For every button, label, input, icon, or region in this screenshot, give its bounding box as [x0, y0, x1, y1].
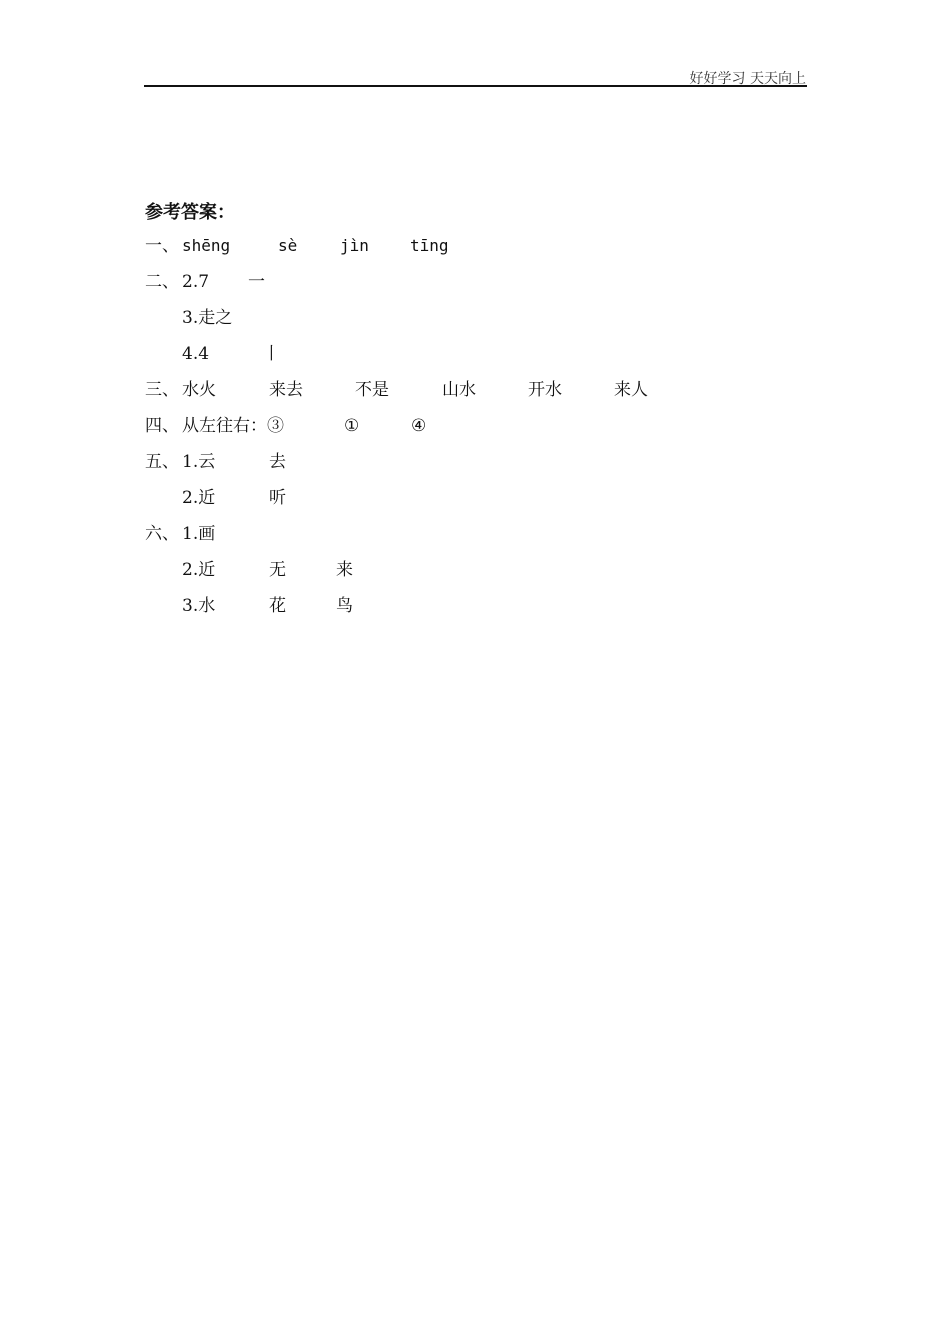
answer-item: 1.云	[182, 452, 216, 472]
answer-item: jìn	[340, 236, 369, 255]
answer-row-6	[145, 408, 805, 444]
answer-item: 2.7	[182, 272, 210, 292]
answer-row-11	[145, 588, 805, 624]
section-number-1: 一、	[145, 236, 179, 256]
answer-row-1	[145, 228, 805, 264]
answer-item: 不是	[355, 380, 389, 400]
answer-row-3	[145, 300, 805, 336]
answer-item: 水火	[182, 380, 216, 400]
answer-item: sè	[278, 236, 298, 255]
answer-row-4	[145, 336, 805, 372]
section-number-5: 五、	[145, 452, 179, 472]
answer-item: 来去	[269, 380, 303, 400]
answer-item: 2.近	[182, 560, 216, 580]
section-number-4: 四、	[145, 416, 179, 436]
answer-item: 无	[269, 560, 286, 580]
answer-row-9	[145, 516, 805, 552]
answer-item: 山水	[442, 380, 476, 400]
answer-row-8	[145, 480, 805, 516]
answer-item: 来	[336, 560, 353, 580]
answer-row-5	[145, 372, 805, 408]
answer-item: 听	[269, 488, 286, 508]
answer-item: 3.水	[182, 596, 216, 616]
section-number-6: 六、	[145, 524, 179, 544]
answer-row-10	[145, 552, 805, 588]
answer-item: 一	[248, 272, 265, 292]
answer-item: 鸟	[336, 596, 353, 616]
answer-item: ①	[344, 416, 360, 436]
answer-item: 从左往右：③	[182, 416, 284, 436]
answer-item: 去	[269, 452, 286, 472]
section-number-2: 二、	[145, 272, 179, 292]
answer-item: 3.走之	[182, 308, 233, 328]
answer-item: ④	[411, 416, 427, 436]
answer-item: 4.4	[182, 344, 210, 364]
answer-row-7	[145, 444, 805, 480]
answer-item: 来人	[614, 380, 648, 400]
answer-item: 1.画	[182, 524, 216, 544]
answer-item: shēng	[182, 236, 231, 255]
answer-row-2	[145, 264, 805, 300]
answer-item: 花	[269, 596, 286, 616]
header-rule	[144, 85, 807, 87]
answer-item: 丨	[263, 344, 280, 364]
answer-item: 2.近	[182, 488, 216, 508]
answer-item: tīng	[410, 236, 449, 255]
header-motto: 好好学习 天天向上	[689, 71, 806, 87]
answer-key	[145, 198, 805, 624]
answer-key-title: 参考答案：	[145, 202, 235, 223]
section-number-3: 三、	[145, 380, 179, 400]
answer-item: 开水	[528, 380, 562, 400]
